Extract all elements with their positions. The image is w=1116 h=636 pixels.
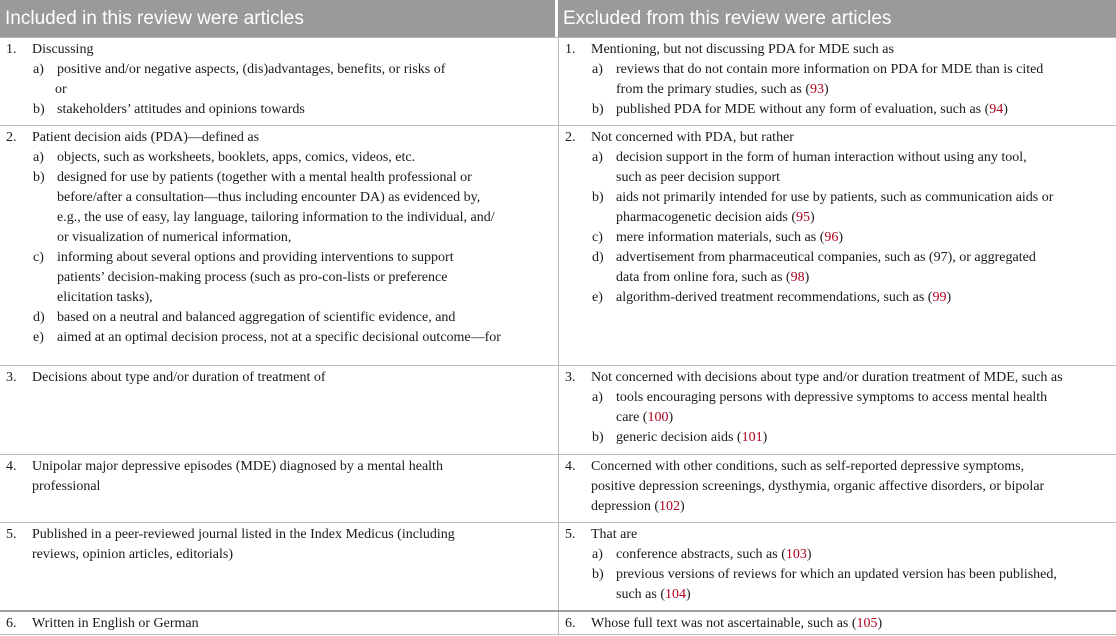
reference-link[interactable]: 105 [856, 616, 878, 631]
subitem-text: generic decision aids (101) [616, 430, 768, 445]
subitem-marker: d) [33, 310, 45, 325]
item-text-continued: reviews, opinion articles, editorials) [32, 547, 233, 562]
subitem-text: decision support in the form of human interaction without using any tool, [616, 150, 1027, 165]
subitem-marker: b) [592, 430, 604, 445]
table-header [0, 0, 1116, 37]
subitem-text: elicitation tasks), [57, 290, 153, 305]
included-cell [0, 366, 555, 454]
item-text: That are [591, 527, 638, 542]
subitem-text: pharmacogenetic decision aids (95) [616, 210, 815, 225]
reference-link[interactable]: 104 [665, 587, 686, 602]
excluded-cell [558, 455, 1116, 522]
item-text: Published in a peer-reviewed journal listed in the Index Medicus (including [32, 527, 455, 542]
table-row [0, 454, 1116, 522]
subitem-text: algorithm-derived treatment recommendations, such as (99) [616, 290, 952, 305]
item-text: Patient decision aids (PDA)—defined as [32, 130, 260, 145]
item-number: 6. [6, 616, 17, 631]
subitem-text: objects, such as worksheets, booklets, apps, comics, videos, etc. [57, 150, 416, 165]
included-cell [0, 455, 555, 522]
subitem-text: published PDA for MDE without any form of evaluation, such as (94) [616, 102, 1008, 117]
item-number: 4. [6, 459, 17, 474]
reference-link[interactable]: 94 [989, 102, 1004, 117]
subitem-text: conference abstracts, such as (103) [616, 547, 812, 562]
included-header: Included in this review were articles [5, 8, 304, 29]
reference-link[interactable]: 95 [795, 210, 810, 225]
excluded-cell [558, 366, 1116, 454]
subitem-text: positive and/or negative aspects, (dis)advantages, benefits, or risks of [57, 62, 446, 77]
subitem-marker: c) [33, 250, 44, 265]
item-text: Mentioning, but not discussing PDA for MDE such as [591, 42, 894, 57]
subitem-marker: a) [592, 150, 603, 165]
subitem-text: such as (104) [616, 587, 691, 602]
subitem-marker: a) [33, 150, 44, 165]
subitem-marker: b) [33, 102, 45, 117]
reference-link[interactable]: 99 [932, 290, 947, 305]
item-text-continued: professional [32, 479, 101, 494]
excluded-cell [558, 126, 1116, 365]
subitem-text: before/after a consultation—thus including encounter DA) as evidenced by, [57, 190, 481, 205]
subitem-text: stakeholders’ attitudes and opinions towards [57, 102, 305, 117]
subitem-text: or visualization of numerical information, [57, 230, 292, 245]
subitem-text: aids not primarily intended for use by patients, such as communication aids or [616, 190, 1054, 205]
subitem-text: mere information materials, such as (96) [616, 230, 844, 245]
item-text: Unipolar major depressive episodes (MDE) diagnosed by a mental health [32, 459, 443, 474]
item-number: 1. [565, 42, 576, 57]
subitem-text: care (100) [616, 410, 674, 425]
subitem-text: from the primary studies, such as (93) [616, 82, 829, 97]
item-text-continued: positive depression screenings, dysthymia, organic affective disorders, or bipolar [591, 479, 1045, 494]
excluded-cell [558, 612, 1116, 634]
subitem-text: such as peer decision support [616, 170, 781, 185]
subitem-marker: d) [592, 250, 604, 265]
subitem-marker: b) [592, 567, 604, 582]
included-cell [0, 523, 555, 610]
item-number: 4. [565, 459, 576, 474]
table-row [0, 522, 1116, 610]
subitem-text: e.g., the use of easy, lay language, tailoring information to the individual, and/ [57, 210, 495, 225]
excluded-cell [558, 523, 1116, 610]
table-row [0, 125, 1116, 365]
excluded-cell [558, 38, 1116, 125]
subitem-marker: b) [592, 102, 604, 117]
item-number: 2. [565, 130, 576, 145]
included-cell [0, 38, 555, 125]
reference-link[interactable]: 103 [785, 547, 807, 562]
included-cell [0, 126, 555, 365]
subitem-marker: a) [592, 390, 603, 405]
subitem-text: designed for use by patients (together with a mental health professional or [57, 170, 472, 185]
subitem-marker: a) [592, 62, 603, 77]
subitem-text: tools encouraging persons with depressive symptoms to access mental health [616, 390, 1048, 405]
subitem-text: data from online fora, such as (98) [616, 270, 810, 285]
subitem-marker: b) [33, 170, 45, 185]
table-row [0, 365, 1116, 454]
item-number: 6. [565, 616, 576, 631]
subitem-text: patients’ decision-making process (such as pro-con-lists or preference [57, 270, 448, 285]
subitem-marker: c) [592, 230, 603, 245]
included-cell [0, 612, 555, 634]
item-number: 5. [565, 527, 576, 542]
reference-link[interactable]: 101 [741, 430, 763, 445]
reference-link[interactable]: 98 [790, 270, 805, 285]
item-number: 2. [6, 130, 17, 145]
reference-link[interactable]: 102 [659, 499, 681, 514]
table-row [0, 610, 1116, 635]
subitem-marker: e) [33, 330, 44, 345]
item-number: 3. [565, 370, 576, 385]
item-text: Decisions about type and/or duration of treatment of [32, 370, 326, 385]
item-number: 1. [6, 42, 17, 57]
subitem-text: informing about several options and providing interventions to support [57, 250, 454, 265]
item-text: Written in English or German [32, 616, 199, 631]
subitem-text: or [55, 82, 67, 97]
subitem-text: based on a neutral and balanced aggregation of scientific evidence, and [57, 310, 456, 325]
excluded-header: Excluded from this review were articles [563, 8, 892, 29]
subitem-text: aimed at an optimal decision process, not at a specific decisional outcome—for [57, 330, 501, 345]
subitem-text: advertisement from pharmaceutical companies, such as (97), or aggregated [616, 250, 1036, 265]
item-text: Concerned with other conditions, such as self-reported depressive symptoms, [591, 459, 1025, 474]
subitem-text: previous versions of reviews for which an updated version has been published, [616, 567, 1057, 582]
item-text: Not concerned with PDA, but rather [591, 130, 794, 145]
item-text: Not concerned with decisions about type and/or duration treatment of MDE, such as [591, 370, 1063, 385]
subitem-marker: a) [33, 62, 44, 77]
reference-link[interactable]: 96 [824, 230, 839, 245]
subitem-marker: a) [592, 547, 603, 562]
item-text-continued: depression (102) [591, 499, 685, 514]
subitem-marker: b) [592, 190, 604, 205]
reference-link[interactable]: 100 [647, 410, 669, 425]
subitem-marker: e) [592, 290, 603, 305]
item-number: 3. [6, 370, 17, 385]
item-text: Whose full text was not ascertainable, such as (105) [591, 616, 883, 631]
subitem-text: reviews that do not contain more information on PDA for MDE than is cited [616, 62, 1044, 77]
item-number: 5. [6, 527, 17, 542]
reference-link[interactable]: 93 [810, 82, 825, 97]
item-text: Discussing [32, 42, 94, 57]
table-row [0, 37, 1116, 125]
